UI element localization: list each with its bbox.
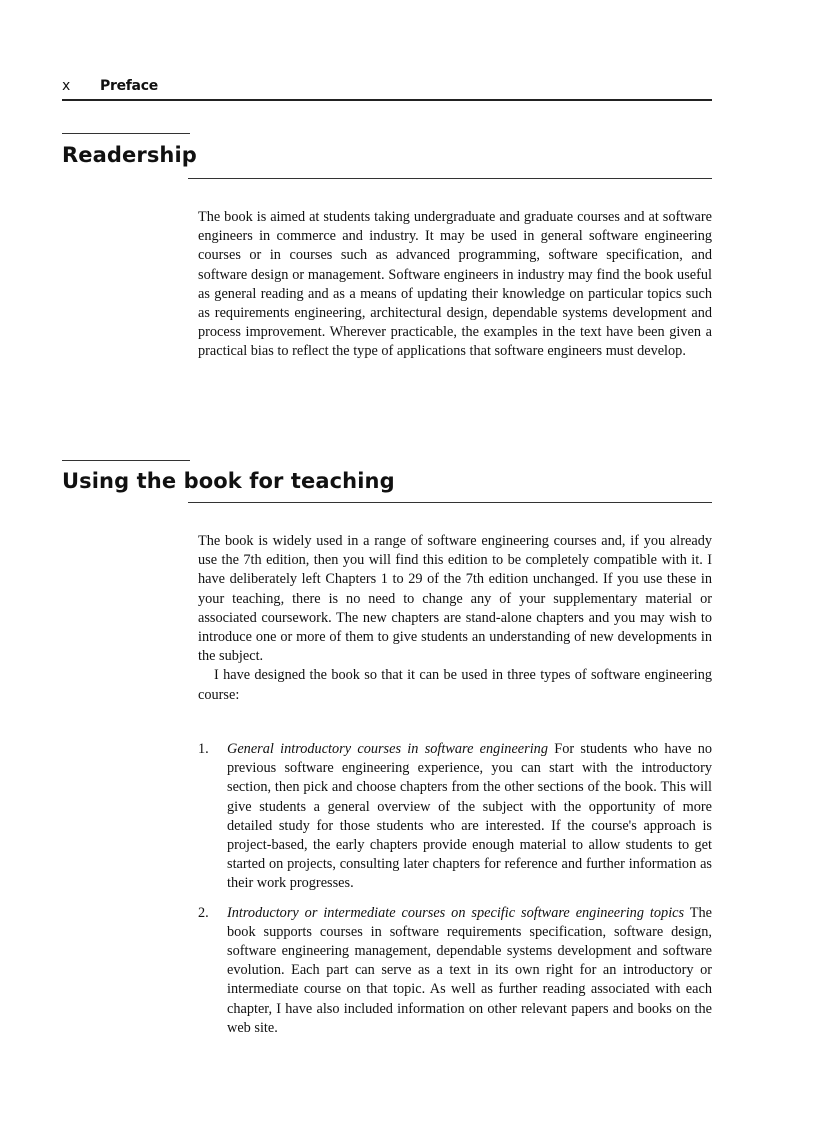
readership-paragraph: The book is aimed at students taking undergraduate and graduate courses and at software engineers in commerce and industry. It may be used in general software engineering courses or in courses such as advanced programming, software specification, and software design or management. Software engineers in industry may find the book useful as general reading and as a means of updating their knowledge on particular topics such as requirements engineering, architectural design, dependable systems development and process improvement. Wherever practicable, the examples in the text have been given a practical bias to reflect the type of applications that software engineers must develop. (198, 209, 712, 360)
list-item-title: Introductory or intermediate courses on specific software engineering topics (227, 904, 685, 921)
readership-long-rule (188, 178, 712, 179)
running-title: Preface (100, 78, 158, 94)
teaching-paragraph-1: The book is widely used in a range of software engineering courses and, if you already use the 7th edition, then you will find this edition to be completely compatible with it. I have deliberately left Chapters 1 to 29 of the 7th edition unchanged. If you use these in your teaching, there is no need to change any of your supplementary material or associated coursework. The new chapters are stand-alone chapters and you may wish to introduce one or more of them to give students an understanding of new developments in the subject. (198, 533, 712, 665)
teaching-long-rule (188, 502, 712, 503)
list-item-title: General introductory courses in software engineering (227, 741, 548, 757)
teaching-body (198, 532, 712, 705)
teaching-short-rule (62, 460, 190, 461)
list-item-number: 2. (198, 904, 209, 921)
teaching-paragraph-2: I have designed the book so that it can be used in three types of software engineering course: (198, 667, 712, 703)
readership-body (198, 208, 712, 362)
list-item (198, 904, 712, 1038)
course-type-list (198, 740, 712, 1038)
teaching-heading: Using the book for teaching (62, 469, 395, 493)
list-item-text: The book supports courses in software requirements specification, software design, software engineering management, dependable systems development and software evolution. Each part can serve as a text in its own right for an introductory or intermediate course on that topic. As well as further reading associated with each chapter, I have also included information on other relevant papers and books on the web site. (227, 904, 712, 1036)
list-item (198, 740, 712, 894)
header-rule (62, 99, 712, 101)
list-item-text: For students who have no previous software engineering experience, you can start with the introductory section, then pick and choose chapters from the other sections of the book. This will give students a general overview of the subject with the opportunity of more detailed study for those students who are interested. If the course's approach is project-based, the early chapters provide enough material to allow students to get started on projects, consulting later chapters for reference and further information as their work progresses. (227, 741, 712, 892)
page-number: x (62, 78, 71, 94)
readership-short-rule (62, 133, 190, 134)
readership-heading: Readership (62, 143, 197, 167)
list-item-number: 1. (198, 741, 209, 757)
